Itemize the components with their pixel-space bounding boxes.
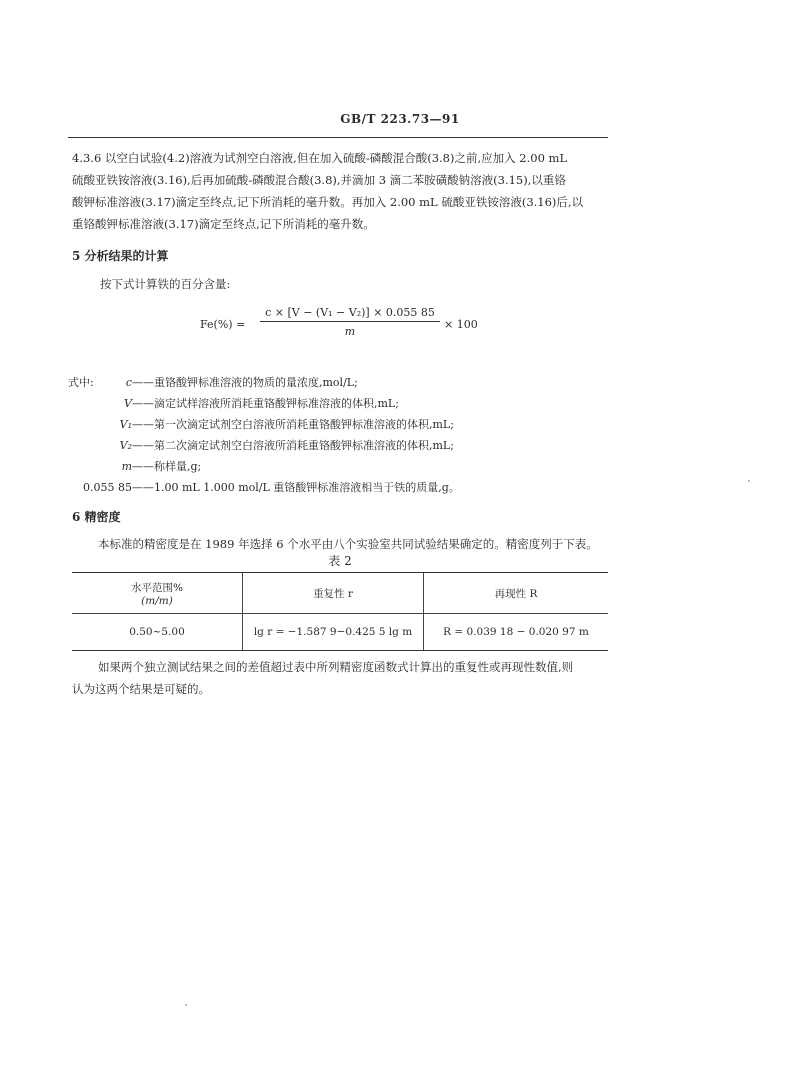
variable-row-constant [72,477,460,498]
header-rule [68,137,608,138]
variable-row-m [72,456,460,477]
sec-4-3-6-line-3: 酸钾标准溶液(3.17)滴定至终点,记下所消耗的毫升数。再加入 2.00 mL 硫酸亚铁铵溶液(3.16)后,以 [72,195,584,209]
variable-desc: ——重铬酸钾标准溶液的物质的量浓度,mol/L; [132,376,358,389]
table-row [72,614,608,651]
conclusion-line-2: 认为这两个结果是可疑的。 [72,682,210,696]
variable-symbol: m [121,460,132,473]
header-level-range-line-2: (m/m) [141,594,173,607]
cell-reproducibility: R = 0.039 18 − 0.020 97 m [424,614,609,651]
conclusion-line-1: 如果两个独立测试结果之间的差值超过表中所列精密度函数式计算出的重复性或再现性数值,则 [98,660,574,674]
formula-numerator: c × [V − (V₁ − V₂)] × 0.055 85 [260,306,440,322]
variable-desc: ——第一次滴定试剂空白溶液所消耗重铬酸钾标准溶液的体积,mL; [132,418,454,431]
formula-lhs: Fe(%) = [200,318,246,331]
cell-level-range: 0.50~5.00 [72,614,243,651]
cell-repeatability: lg r = −1.587 9−0.425 5 lg m [243,614,424,651]
section-5-heading: 5 分析结果的计算 [72,249,169,263]
section-6-heading: 6 精密度 [72,510,121,524]
variable-symbol: V₂ [119,439,132,452]
formula-rhs: × 100 [444,318,478,331]
variable-desc: ——称样量,g; [132,460,202,473]
header-level-range-line-1: 水平范围% [131,581,183,594]
header-level-range [72,573,243,614]
sec-4-3-6-line-4: 重铬酸钾标准溶液(3.17)滴定至终点,记下所消耗的毫升数。 [72,217,375,231]
variable-row-v [72,393,460,414]
formula-fraction [260,306,440,338]
variable-symbol: V [124,397,132,410]
variable-list [68,372,460,498]
scan-speck [185,1004,187,1006]
section-6-intro: 本标准的精密度是在 1989 年选择 6 个水平由八个实验室共同试验结果确定的。精密度列于下表。 [98,537,598,551]
precision-table [72,572,608,651]
header-repeatability: 重复性 r [243,573,424,614]
sec-4-3-6-line-2: 硫酸亚铁铵溶液(3.16),后再加硫酸-磷酸混合酸(3.8),并滴加 3 滴二苯胺磺酸钠溶液(3.15),以重铬 [72,173,566,187]
table-caption: 表 2 [328,554,352,568]
variable-row-v1 [72,414,460,435]
variable-row-c: 式中: c——重铬酸钾标准溶液的物质的量浓度,mol/L; [72,372,460,393]
variable-symbol: c [125,376,132,389]
document-code-header: GB/T 223.73—91 [340,112,460,126]
variable-row-v2 [72,435,460,456]
variable-symbol: V₁ [119,418,132,431]
header-reproducibility: 再现性 R [424,573,609,614]
formula-denominator: m [344,325,356,338]
scan-speck [748,480,750,482]
section-5-intro: 按下式计算铁的百分含量: [100,277,231,291]
variable-symbol: 0.055 85 [83,481,132,494]
variable-desc: ——1.00 mL 1.000 mol/L 重铬酸钾标准溶液相当于铁的质量,g。 [132,481,460,494]
table-header-row [72,573,608,614]
variable-desc: ——第二次滴定试剂空白溶液所消耗重铬酸钾标准溶液的体积,mL; [132,439,454,452]
sec-4-3-6-line-1: 4.3.6 以空白试验(4.2)溶液为试剂空白溶液,但在加入硫酸-磷酸混合酸(3.8)之前,应加入 2.00 mL [72,151,568,165]
variable-desc: ——滴定试样溶液所消耗重铬酸钾标准溶液的体积,mL; [132,397,399,410]
iron-percent-formula [200,306,530,346]
